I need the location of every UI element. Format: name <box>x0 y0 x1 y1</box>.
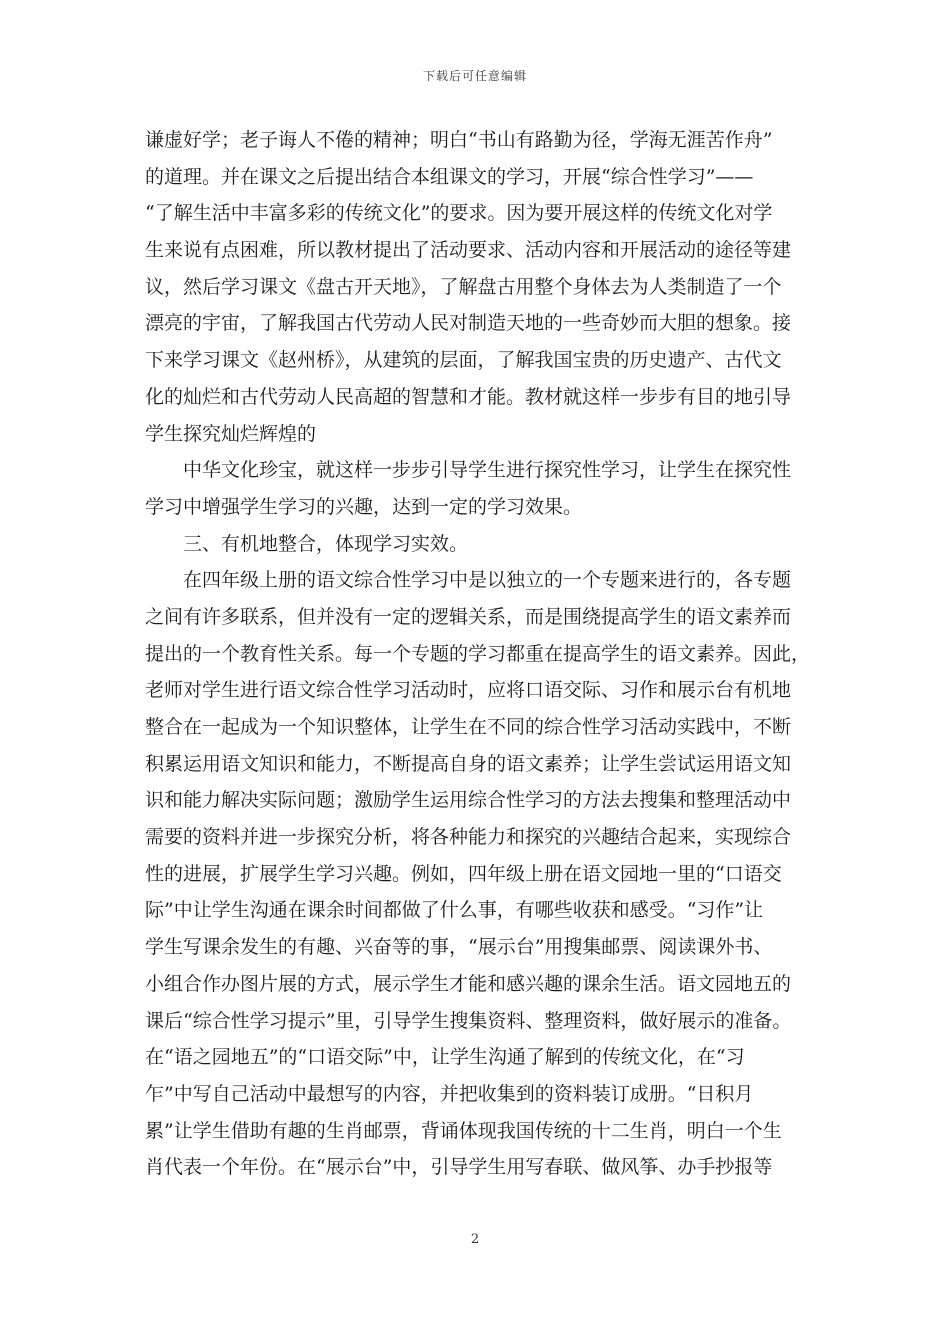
text-line: 积累运用语文知识和能力，不断提高自身的语文素养；让学生尝试运用语文知 <box>145 752 792 775</box>
text-line: 性的进展，扩展学生学习兴趣。例如，四年级上册在语文园地一里的“口语交 <box>145 862 782 885</box>
text-line: 下来学习课文《赵州桥》，从建筑的层面，了解我国宝贵的历史遗产、古代文 <box>145 349 782 372</box>
page-number: 2 <box>470 1232 480 1247</box>
document-body <box>145 122 811 1186</box>
text-line: 学生写课余发生的有趣、兴奋等的事，“展示台”用搜集邮票、阅读课外书、 <box>145 936 773 959</box>
text-line: 整合在一起成为一个知识整体，让学生在不同的综合性学习活动实践中，不断 <box>145 716 792 738</box>
text-line: 课后“综合性学习提示”里，引导学生搜集资料、整理资料，做好展示的准备。 <box>145 1009 792 1032</box>
text-line: 在四年级上册的语文综合性学习中是以独立的一个专题来进行的，各专题 <box>183 569 792 592</box>
text-line: “了解生活中丰富多彩的传统文化”的要求。因为要开展这样的传统文化对学 <box>145 202 773 225</box>
text-line: 累”让学生借助有趣的生肖邮票，背诵体现我国传统的十二生肖，明白一个生 <box>145 1119 782 1142</box>
text-line: 需要的资料并进一步探究分析，将各种能力和探究的兴趣结合起来，实现综合 <box>145 826 792 849</box>
text-line: 老师对学生进行语文综合性学习活动时，应将口语交际、习作和展示台有机地 <box>145 679 792 702</box>
text-line: 化的灿烂和古代劳动人民高超的智慧和才能。教材就这样一步步有目的地引导 <box>145 385 792 408</box>
text-line: 议，然后学习课文《盘古开天地》，了解盘古用整个身体去为人类制造了一个 <box>145 275 782 298</box>
text-line: 漂亮的宇宙，了解我国古代劳动人民对制造天地的一些奇妙而大胆的想象。接 <box>145 312 792 335</box>
text-line: 之间有许多联系，但并没有一定的逻辑关系，而是围绕提高学生的语文素养而 <box>145 605 792 628</box>
text-line: 际”中让学生沟通在课余时间都做了什么事，有哪些收获和感受。“习作”让 <box>145 899 764 922</box>
text-line: 在“语之园地五”的“口语交际”中，让学生沟通了解到的传统文化，在“习 <box>145 1046 745 1069</box>
text-line: 识和能力解决实际问题；激励学生运用综合性学习的方法去搜集和整理活动中 <box>145 789 792 812</box>
page-header: 下载后可任意编辑 <box>422 69 527 83</box>
text-line: 乍”中写自己活动中最想写的内容，并把收集到的资料装订成册。“日积月 <box>145 1082 754 1105</box>
text-line: 学习中增强学生学习的兴趣，达到一定的学习效果。 <box>145 495 583 518</box>
text-line: 谦虚好学；老子诲人不倦的精神；明白“书山有路勤为径，学海无涯苦作舟” <box>145 129 773 151</box>
text-line: 学生探究灿烂辉煌的 <box>145 422 317 445</box>
text-line: 中华文化珍宝，就这样一步步引导学生进行探究性学习，让学生在探究性 <box>183 459 792 482</box>
text-line: 的道理。并在课文之后提出结合本组课文的学习，开展“综合性学习”—— <box>145 165 754 188</box>
text-line: 小组合作办图片展的方式，展示学生才能和感兴趣的课余生活。语文园地五的 <box>145 972 792 995</box>
text-line: 提出的一个教育性关系。每一个专题的学习都重在提高学生的语文素养。因此， <box>145 642 811 665</box>
text-line: 生来说有点困难，所以教材提出了活动要求、活动内容和开展活动的途径等建 <box>145 239 792 262</box>
text-line: 肖代表一个年份。在“展示台”中，引导学生用写春联、做风筝、办手抄报等 <box>145 1156 773 1179</box>
section-heading: 三、有机地整合，体现学习实效。 <box>183 532 469 555</box>
